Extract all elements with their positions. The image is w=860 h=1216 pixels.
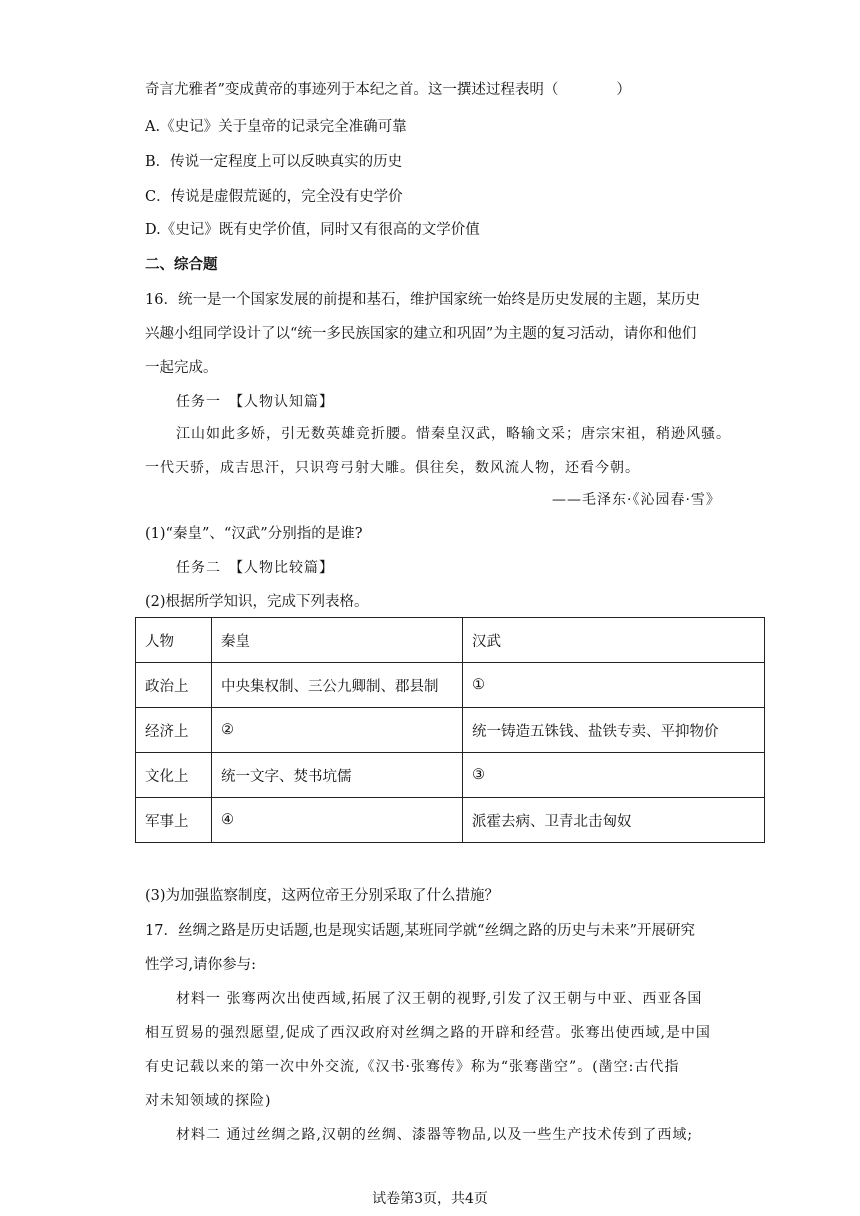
section-title: 二、综合题 [145, 256, 218, 273]
page-footer: 试卷第3页，共4页 [372, 1191, 488, 1207]
q16-stem-line: 16．统一是一个国家发展的前提和基石，维护国家统一始终是历史发展的主题，某历史 [145, 292, 700, 308]
table-cell: ④ [212, 798, 463, 843]
table-row [136, 663, 765, 708]
q15-option-d: D.《史记》既有史学价值，同时又有很高的文学价值 [145, 222, 480, 238]
table-cell: 文化上 [136, 753, 212, 798]
q15-option-b: B．传说一定程度上可以反映真实的历史 [145, 154, 403, 170]
table-cell: 秦皇 [212, 618, 463, 663]
table-cell: 派霍去病、卫青北击匈奴 [463, 798, 765, 843]
table-cell: 统一铸造五铢钱、盐铁专卖、平抑物价 [463, 708, 765, 753]
material1-line: 对未知领域的探险) [145, 1093, 272, 1109]
q15-option-c: C．传说是虚假荒诞的，完全没有史学价 [145, 189, 403, 205]
q17-stem-line: 17．丝绸之路是历史话题,也是现实话题,某班同学就“丝绸之路的历史与未来”开展研究 [145, 923, 695, 939]
table-cell: 人物 [136, 618, 212, 663]
table-cell: 军事上 [136, 798, 212, 843]
material1-line: 有史记载以来的第一次中外交流,《汉书·张骞传》称为“张骞凿空”。(凿空:古代指 [145, 1059, 680, 1075]
task1-heading: 任务一 【人物认知篇】 [176, 394, 334, 410]
poem-source: ——毛泽东·《沁园春·雪》 [552, 492, 721, 508]
material1-line: 材料一 张骞两次出使西域,拓展了汉王朝的视野,引发了汉王朝与中亚、西亚各国 [176, 991, 703, 1007]
q16-stem-line: 一起完成。 [145, 360, 218, 376]
material2-line: 材料二 通过丝绸之路,汉朝的丝绸、漆器等物品,以及一些生产技术传到了西域; [176, 1127, 694, 1143]
material1-line: 相互贸易的强烈愿望,促成了西汉政府对丝绸之路的开辟和经营。张骞出使西域,是中国 [145, 1025, 711, 1041]
poem-line: 江山如此多娇，引无数英雄竞折腰。惜秦皇汉武，略输文采；唐宗宋祖，稍逊风骚。 [176, 426, 731, 442]
table-cell: 统一文字、焚书坑儒 [212, 753, 463, 798]
q16-stem-line: 兴趣小组同学设计了以“统一多民族国家的建立和巩固”为主题的复习活动，请你和他们 [145, 326, 697, 342]
table-row [136, 708, 765, 753]
q16-sub2: (2)根据所学知识，完成下列表格。 [145, 594, 369, 610]
table-row [136, 798, 765, 843]
table-cell: ② [212, 708, 463, 753]
q15-option-a: A.《史记》关于皇帝的记录完全准确可靠 [145, 119, 407, 135]
table-cell: ① [463, 663, 765, 708]
table-cell: ③ [463, 753, 765, 798]
q16-sub1: (1)“秦皇”、“汉武”分别指的是谁? [145, 526, 363, 542]
q15-stem-tail: 奇言尤雅者”变成黄帝的事迹列于本纪之首。这一撰述过程表明（ ） [145, 82, 631, 98]
task2-heading: 任务二 【人物比较篇】 [176, 560, 334, 576]
q17-stem-line: 性学习,请你参与: [145, 957, 256, 973]
comparison-table [135, 617, 765, 843]
poem-line: 一代天骄，成吉思汗，只识弯弓射大雕。俱往矣，数风流人物，还看今朝。 [145, 460, 640, 476]
table-cell: 政治上 [136, 663, 212, 708]
q16-sub3: (3)为加强监察制度，这两位帝王分别采取了什么措施？ [145, 888, 500, 904]
table-header-row [136, 618, 765, 663]
table-cell: 中央集权制、三公九卿制、郡县制 [212, 663, 463, 708]
table-row [136, 753, 765, 798]
table-cell: 汉武 [463, 618, 765, 663]
table-cell: 经济上 [136, 708, 212, 753]
